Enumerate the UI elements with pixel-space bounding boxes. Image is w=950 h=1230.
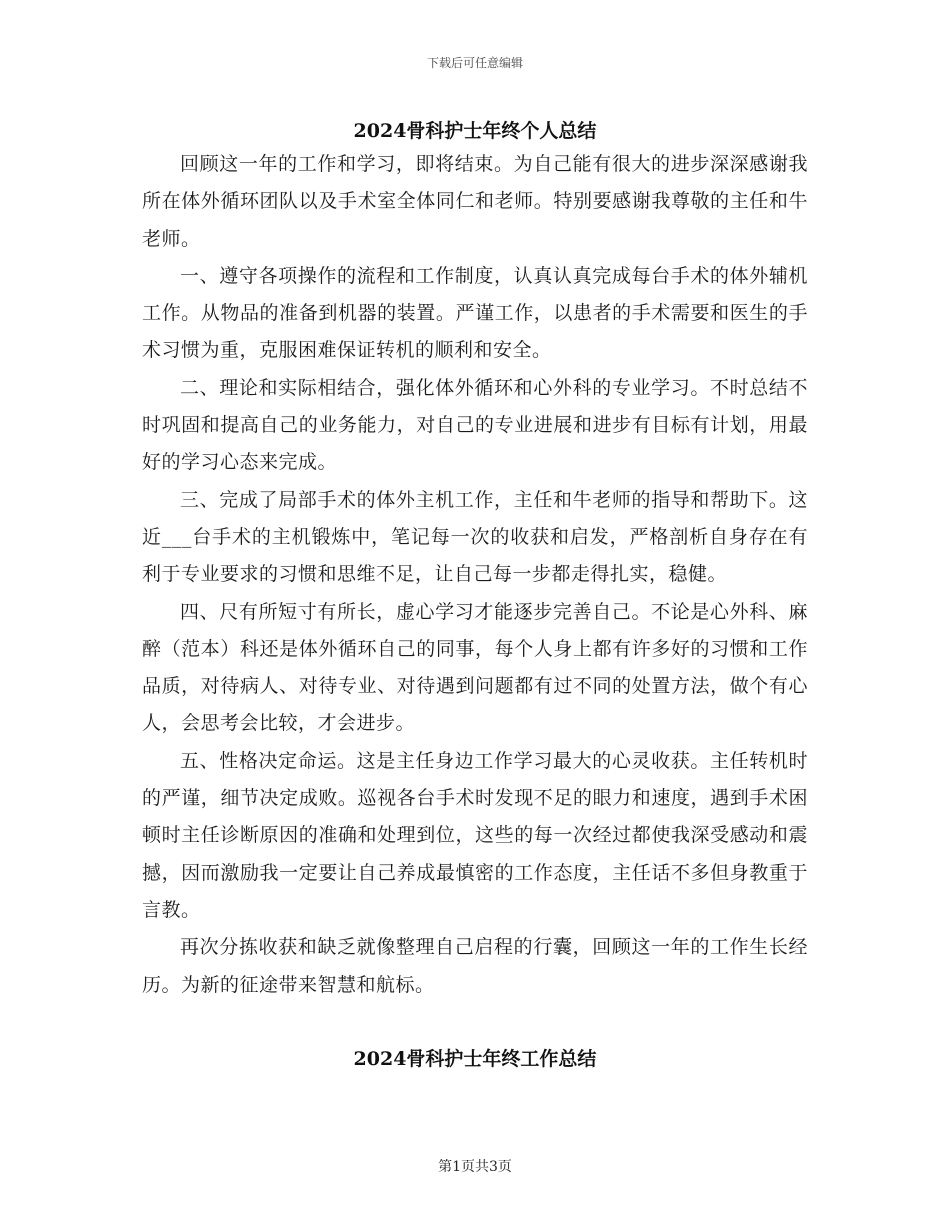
paragraph-5: 五、性格决定命运。这是主任身边工作学习最大的心灵收获。主任转机时的严谨，细节决定成败。巡视各台手术时发现不足的眼力和速度，遇到手术困顿时主任诊断原因的准确和处理到位，这些的每一次经过都使我深受感动和震撼，因而激励我一定要让自己养成最慎密的工作态度，主任话不多但身教重于言教。 xyxy=(142,749,808,921)
paragraph-4: 四、尺有所短寸有所长，虚心学习才能逐步完善自己。不论是心外科、麻醉（范本）科还是体外循环自己的同事，每个人身上都有许多好的习惯和工作品质，对待病人、对待专业、对待遇到问题都有过不同的处置方法，做个有心人，会思考会比较，才会进步。 xyxy=(142,600,808,735)
document-title: 2024骨科护士年终个人总结 xyxy=(353,120,597,142)
paragraph-intro: 回顾这一年的工作和学习，即将结束。为自己能有很大的进步深深感谢我所在体外循环团队以及手术室全体同仁和老师。特别要感谢我尊敬的主任和牛老师。 xyxy=(142,153,808,250)
page-header-note: 下载后可任意编辑 xyxy=(426,56,523,70)
paragraph-3: 三、完成了局部手术的体外主机工作，主任和牛老师的指导和帮助下。这近___台手术的主机锻炼中，笔记每一次的收获和启发，严格剖析自身存在有利于专业要求的习惯和思维不足，让自己每一步都走得扎实，稳健。 xyxy=(142,488,808,586)
paragraph-1: 一、遵守各项操作的流程和工作制度，认真认真完成每台手术的体外辅机工作。从物品的准备到机器的装置。严谨工作，以患者的手术需要和医生的手术习惯为重，克服困难保证转机的顺利和安全。 xyxy=(142,264,808,362)
page-number: 第1页共3页 xyxy=(438,1159,512,1175)
paragraph-2: 二、理论和实际相结合，强化体外循环和心外科的专业学习。不时总结不时巩固和提高自己的业务能力，对自己的专业进展和进步有目标有计划，用最好的学习心态来完成。 xyxy=(142,376,808,474)
document-body xyxy=(142,146,808,1004)
paragraph-closing: 再次分拣收获和缺乏就像整理自己启程的行囊，回顾这一年的工作生长经历。为新的征途带来智慧和航标。 xyxy=(142,936,808,996)
next-section-title: 2024骨科护士年终工作总结 xyxy=(353,1048,597,1070)
